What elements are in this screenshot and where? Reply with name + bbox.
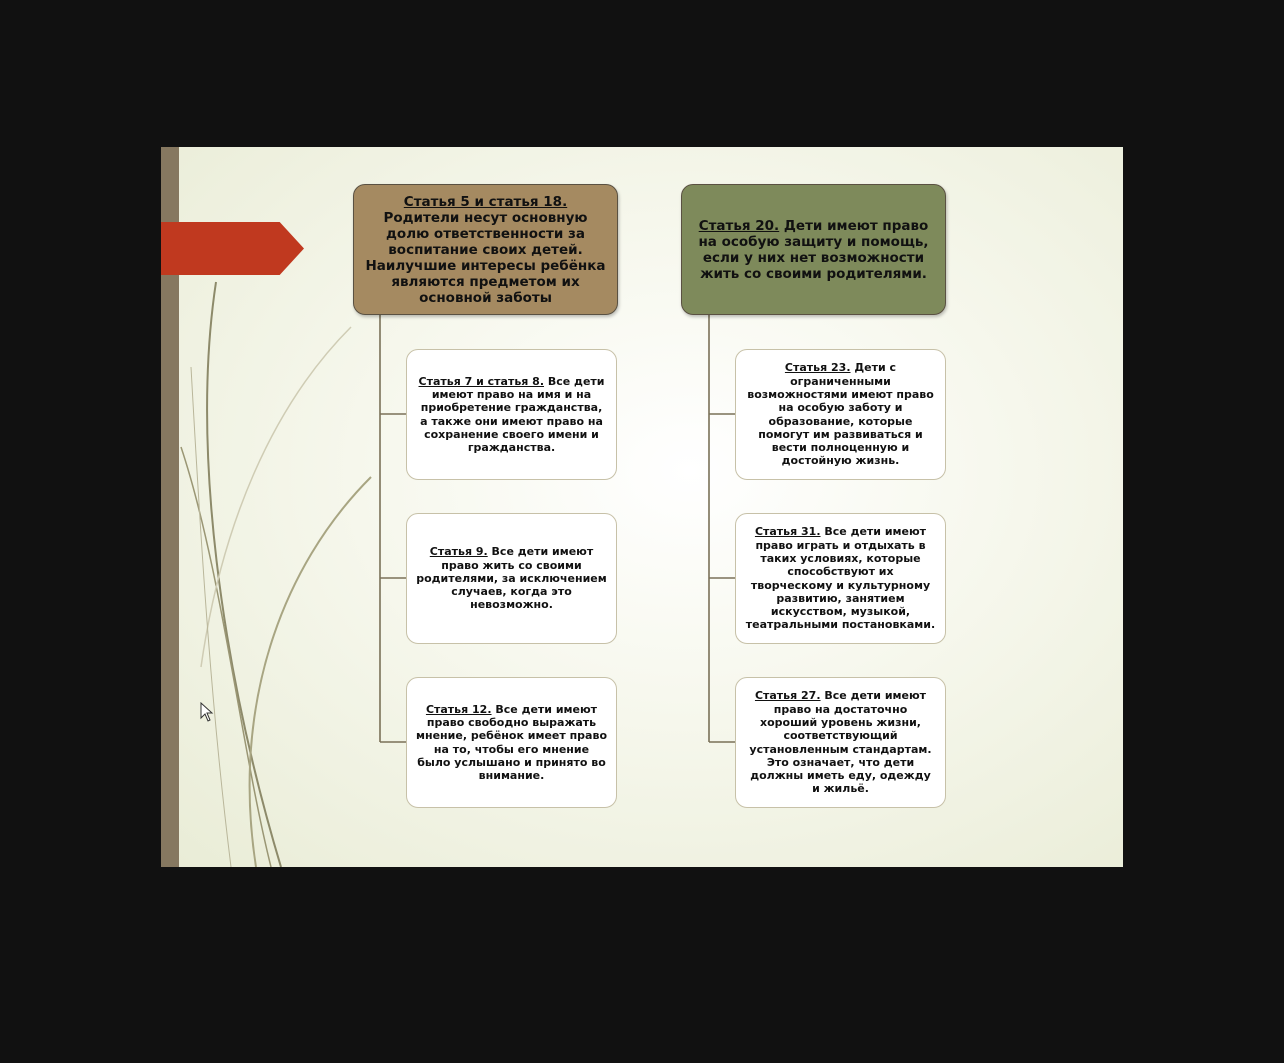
article-31-title: Статья 31. [754,525,821,539]
mouse-cursor-icon [200,702,214,722]
article-23-box [735,349,946,480]
article-9-box [406,513,617,644]
article-7-8-text: Все дети имеют право на имя и на приобретение гражданства, а также они имеют право на сохранение своего имени и гражданства. [420,374,605,455]
article-7-8-title: Статья 7 и статья 8. [418,374,545,388]
article-7-8-box [406,349,617,480]
article-20-text: Дети имеют право на особую защиту и помощь, если у них нет возможности жить со своими родителями. [698,217,929,282]
article-27-title: Статья 27. [754,689,821,703]
article-27-box [735,677,946,808]
article-5-18-text: Родители несут основную долю ответственности за воспитание своих детей. Наилучшие интересы ребёнка являются предметом их основной заботы [365,209,606,306]
article-20-content [692,218,935,282]
article-9-title: Статья 9. [429,545,488,559]
article-23-title: Статья 23. [784,361,851,375]
article-12-text: Все дети имеют право свободно выражать мнение, ребёнок имеет право на то, чтобы его мнение было услышано и принято во внимание. [416,702,607,783]
article-23-text: Дети с ограниченными возможностями имеют право на особую заботу и образование, которые помогут им развиваться и вести полноценную и достойную жизнь. [747,361,934,468]
article-5-18-title: Статья 5 и статья 18. [403,193,568,210]
article-20-box [681,184,946,315]
article-20-title: Статья 20. [698,217,780,234]
article-12-box [406,677,617,808]
article-9-text: Все дети имеют право жить со своими родителями, за исключением случаев, когда это невозможно. [416,545,607,612]
article-5-18-content [364,194,607,306]
article-12-title: Статья 12. [425,702,492,716]
slide [161,147,1123,867]
article-31-box [735,513,946,644]
tree-connectors [161,147,1123,867]
article-27-text: Все дети имеют право на достаточно хороший уровень жизни, соответствующий установленным стандартам. Это означает, что дети должны иметь еду, одежду и жильё. [749,689,932,796]
article-5-18-box [353,184,618,315]
article-31-text: Все дети имеют право играть и отдыхать в таких условиях, которые способствуют их творческому и культурному развитию, занятием искусством, музыкой, театральными постановками. [745,525,936,632]
